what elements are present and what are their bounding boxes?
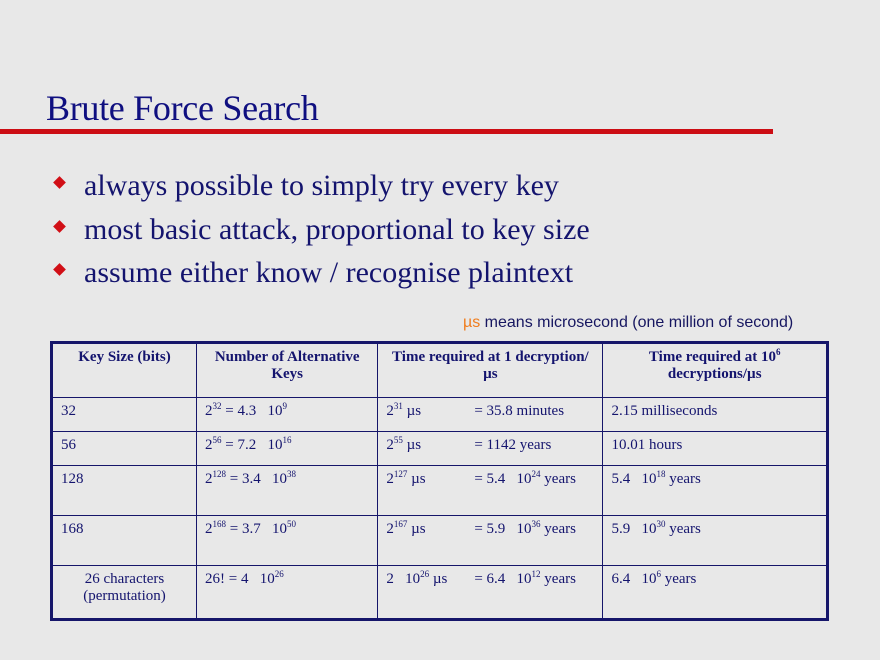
cell-time-1: $2^{55}$ µs = 1142 years: [378, 432, 603, 466]
title-underline: [0, 129, 773, 134]
bullet-item: always possible to simply try every key: [50, 166, 590, 210]
diamond-bullet-icon: [53, 176, 66, 189]
cell-time-1: $2^{167}$ µs = 5.9 $10^{36}$ years: [378, 516, 603, 566]
cell-key-size: 26 characters (permutation): [52, 566, 197, 620]
key-size-table: [50, 341, 829, 621]
bullet-list: [50, 166, 590, 297]
bullet-item: most basic attack, proportional to key size: [50, 210, 590, 254]
cell-alt-keys: 26! = 4 $10^{26}$: [197, 566, 378, 620]
cell-time-1: 2 $10^{26}$ µs = 6.4 $10^{12}$ years: [378, 566, 603, 620]
microsecond-note: µs means microsecond (one million of second): [463, 314, 794, 331]
cell-key-size: 32: [52, 398, 197, 432]
cell-alt-keys: $2^{168} = 3.7$ $10^{50}$: [197, 516, 378, 566]
cell-key-size: 56: [52, 432, 197, 466]
cell-alt-keys: $2^{128} = 3.4$ $10^{38}$: [197, 466, 378, 516]
diamond-bullet-icon: [53, 263, 66, 276]
diamond-bullet-icon: [53, 220, 66, 233]
table-row: [52, 566, 828, 620]
header-time-1e6: Time required at $10^6$ decryptions/µs: [603, 343, 828, 398]
cell-alt-keys: $2^{56} = 7.2$ $10^{16}$: [197, 432, 378, 466]
cell-time-1e6: 6.4 $10^6$ years: [603, 566, 828, 620]
table-row: [52, 516, 828, 566]
table-row: [52, 432, 828, 466]
table-row: [52, 466, 828, 516]
mu-symbol: µs: [463, 314, 481, 331]
cell-time-1e6: 5.4 $10^{18}$ years: [603, 466, 828, 516]
cell-time-1e6: 10.01 hours: [603, 432, 828, 466]
header-alt-keys: Number of Alternative Keys: [197, 343, 378, 398]
cell-key-size: 128: [52, 466, 197, 516]
cell-alt-keys: $2^{32} = 4.3$ $10^9$: [197, 398, 378, 432]
table-header-row: [52, 343, 828, 398]
header-key-size: Key Size (bits): [52, 343, 197, 398]
cell-time-1e6: 5.9 $10^{30}$ years: [603, 516, 828, 566]
cell-time-1e6: 2.15 milliseconds: [603, 398, 828, 432]
cell-time-1: $2^{31}$ µs = 35.8 minutes: [378, 398, 603, 432]
cell-time-1: $2^{127}$ µs = 5.4 $10^{24}$ years: [378, 466, 603, 516]
table-row: [52, 398, 828, 432]
bullet-item: assume either know / recognise plaintext: [50, 253, 590, 297]
header-time-1: Time required at 1 decryption/µs: [378, 343, 603, 398]
cell-key-size: 168: [52, 516, 197, 566]
slide-title: Brute Force Search: [46, 88, 319, 128]
